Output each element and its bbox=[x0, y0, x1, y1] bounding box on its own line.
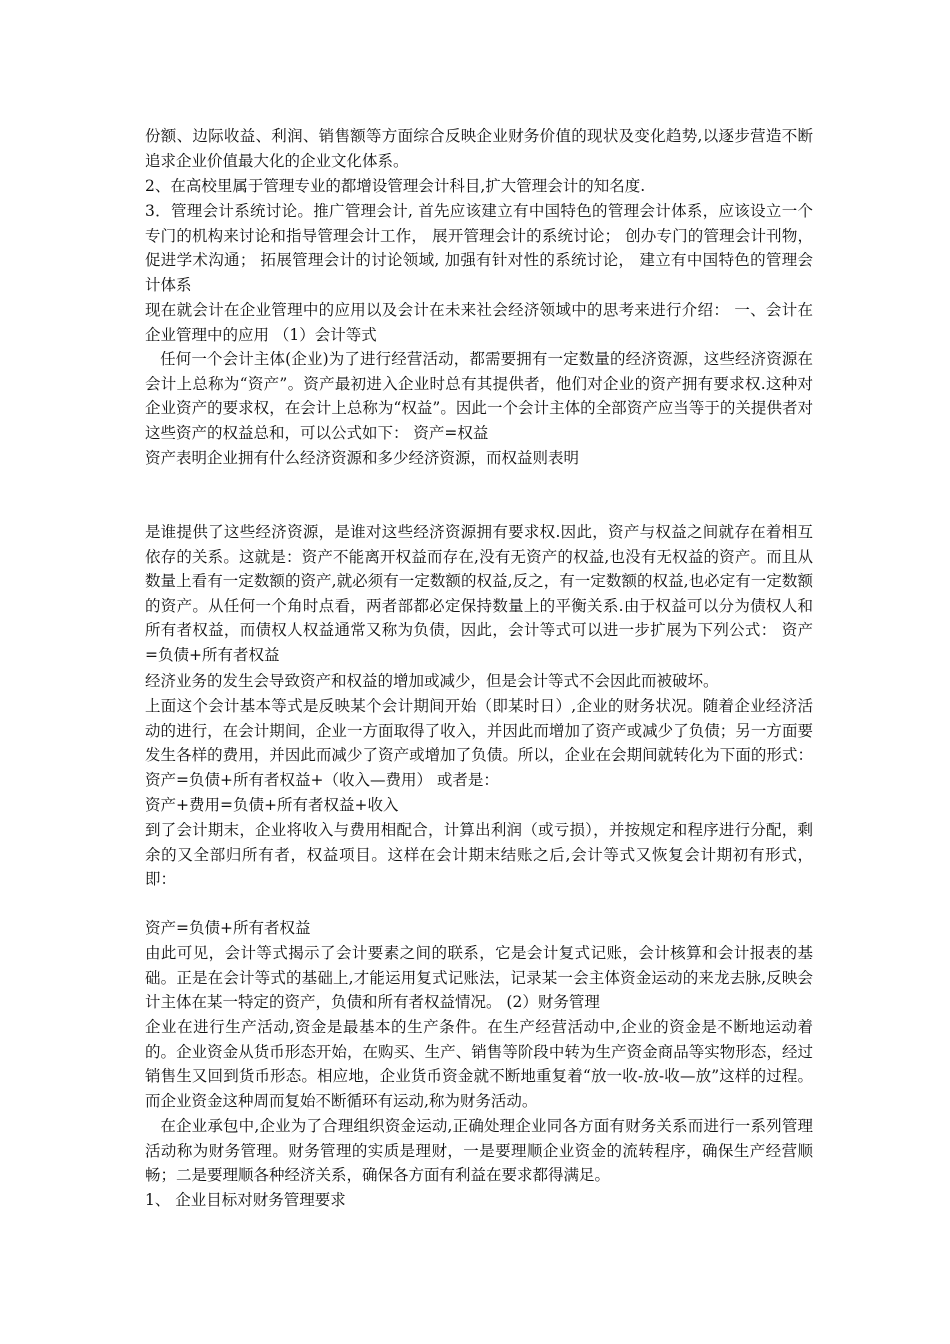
paragraph-9: 上面这个会计基本等式是反映某个会计期间开始（即某时日）,企业的财务状况。随着企业经济活动的进行，在会计期间，企业一方面取得了收入，并因此而增加了资产或减少了负债；另一方面要发生各样的费用，并因此而减少了资产或增加了负债。所以，企业在会期间就转化为下面的形式： 资产=负债+所有者权益+（收入—费用） 或者是： bbox=[145, 697, 813, 789]
paragraph-10: 资产+费用=负债+所有者权益+收入 bbox=[145, 796, 399, 814]
paragraph-6: 资产表明企业拥有什么经济资源和多少经济资源，而权益则表明 bbox=[145, 449, 580, 467]
paragraph-1: 份额、边际收益、利润、销售额等方面综合反映企业财务价值的现状及变化趋势,以逐步营造不断追求企业价值最大化的企业文化体系。 bbox=[145, 127, 813, 170]
paragraph-15: 在企业承包中,企业为了合理组织资金运动,正确处理企业同各方面有财务关系而进行一系列管理活动称为财务管理。财务管理的实质是理财，一是要理顺企业资金的流转程序，确保生产经营顺畅；二是要理顺各种经济关系，确保各方面有利益在要求都得满足。 bbox=[145, 1117, 814, 1185]
paragraph-3: 3．管理会计系统讨论。推广管理会计, 首先应该建立有中国特色的管理会计体系，应该设立一个专门的机构来讨论和指导管理会计工作， 展开管理会计的系统讨论； 创办专门的管理会计刊物， 促进学术沟通； 拓展管理会计的讨论领域, 加强有针对性的系统讨论， 建立有中国特色的管理会计体系 bbox=[145, 202, 813, 294]
paragraph-5: 任何一个会计主体(企业)为了进行经营活动，都需要拥有一定数量的经济资源，这些经济资源在会计上总称为“资产”。资产最初进入企业时总有其提供者，他们对企业的资产拥有要求权.这种对企业资产的要求权，在会计上总称为“权益”。因此一个会计主体的全部资产应当等于的关提供者对这些资产的权益总和，可以公式如下： 资产=权益 bbox=[145, 350, 813, 442]
paragraph-13: 由此可见，会计等式揭示了会计要素之间的联系，它是会计复式记账，会计核算和会计报表的基础。正是在会计等式的基础上,才能运用复式记账法，记录某一会主体资金运动的来龙去脉,反映会计主体在某一特定的资产，负债和所有者权益情况。 (2）财务管理 bbox=[145, 944, 813, 1012]
paragraph-12: 资产=负债+所有者权益 bbox=[145, 919, 311, 937]
paragraph-4: 现在就会计在企业管理中的应用以及会计在未来社会经济领域中的思考来进行介绍： 一、会计在企业管理中的应用 （1）会计等式 bbox=[145, 301, 813, 344]
paragraph-16: 1、 企业目标对财务管理要求 bbox=[145, 1191, 346, 1209]
paragraph-11: 到了会计期末，企业将收入与费用相配合，计算出利润（或亏损），并按规定和程序进行分配，剩余的又全部归所有者，权益项目。这样在会计期末结账之后,会计等式又恢复会计期初有形式，即： bbox=[145, 821, 813, 889]
paragraph-14: 企业在进行生产活动,资金是最基本的生产条件。在生产经营活动中,企业的资金是不断地运动着的。企业资金从货币形态开始，在购买、生产、销售等阶段中转为生产资金商品等实物形态，经过销售生又回到货币形态。相应地，企业货币资金就不断地重复着“放一收-放-收—放”这样的过程。而企业资金这种周而复始不断循环有运动,称为财务活动。 bbox=[145, 1018, 813, 1110]
paragraph-7: 是谁提供了这些经济资源，是谁对这些经济资源拥有要求权.因此，资产与权益之间就存在着相互依存的关系。这就是：资产不能离开权益而存在,没有无资产的权益,也没有无权益的资产。而且从数量上看有一定数额的资产,就必须有一定数额的权益,反之，有一定数额的权益,也必定有一定数额的资产。从任何一个角时点看，两者部都必定保持数量上的平衡关系.由于权益可以分为债权人和所有者权益，而债权人权益通常又称为负债，因此，会计等式可以进一步扩展为下列公式： 资产=负债+所有者权益 bbox=[145, 523, 813, 664]
paragraph-2: 2、在高校里属于管理专业的都增设管理会计科目,扩大管理会计的知名度. bbox=[145, 177, 646, 195]
paragraph-8: 经济业务的发生会导致资产和权益的增加或减少，但是会计等式不会因此而被破坏。 bbox=[145, 672, 719, 690]
